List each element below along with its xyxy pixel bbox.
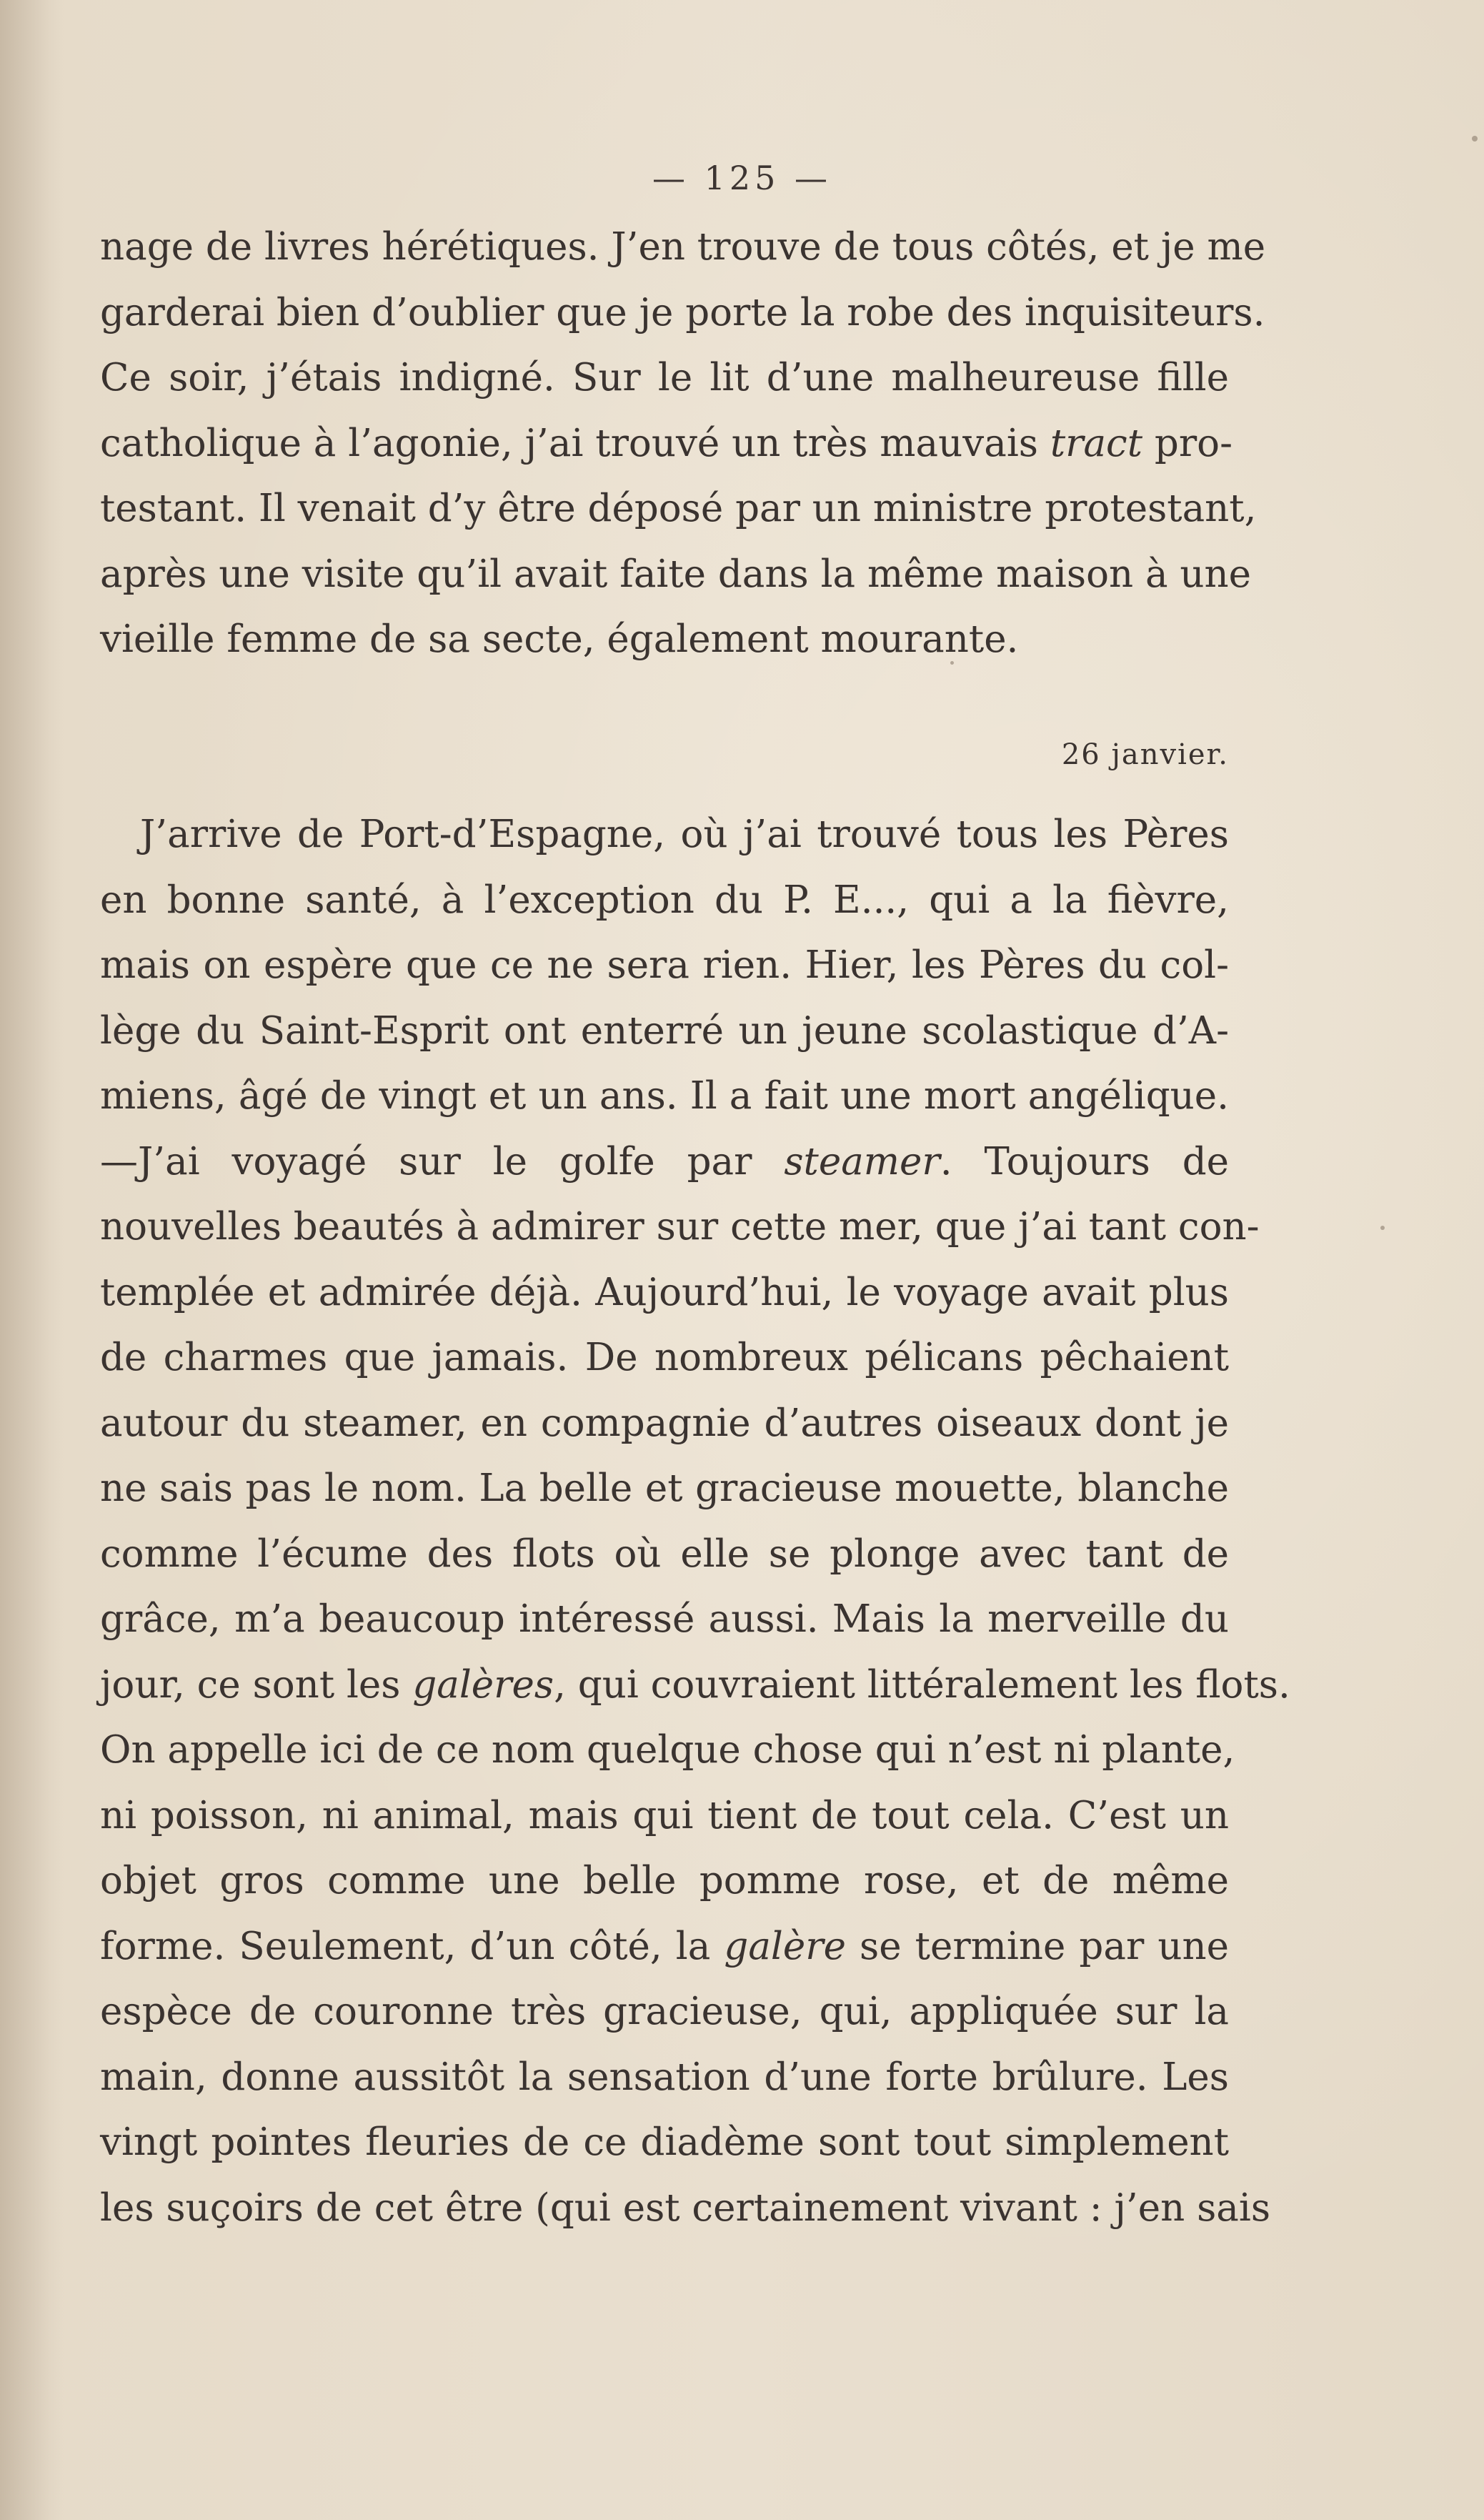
- spine-shadow: [0, 0, 64, 2520]
- text-segment: forme. Seulement, d’un côté, la: [100, 1924, 724, 1968]
- page-number: — 125 —: [652, 159, 832, 197]
- text-line: de charmes que jamais. De nombreux pélicans pêchaient: [100, 1336, 1229, 1379]
- text-line: [100, 1129, 1229, 1195]
- paragraph-2: [100, 802, 1290, 2241]
- text-line: [100, 411, 1232, 477]
- text-line: autour du steamer, en compagnie d’autres oiseaux dont je: [100, 1401, 1229, 1445]
- text-line: ne sais pas le nom. La belle et gracieuse mouette, blanche: [100, 1467, 1229, 1510]
- text-line: [100, 1914, 1229, 1980]
- text-line: après une visite qu’il avait faite dans la même maison à une: [100, 552, 1252, 596]
- text-line: nage de livres hérétiques. J’en trouve de tous côtés, et je me: [100, 225, 1266, 269]
- paper-speck: [1380, 1226, 1385, 1230]
- body-text: [100, 214, 1290, 2241]
- text-segment: se termine par une: [845, 1924, 1229, 1968]
- text-segment: —J’ai voyagé sur le golfe par: [100, 1139, 785, 1184]
- text-line: templée et admirée déjà. Aujourd’hui, le voyage avait plus: [100, 1270, 1229, 1314]
- paper-speck: [950, 661, 954, 665]
- dateline: 26 janvier.: [1061, 738, 1229, 771]
- text-line: en bonne santé, à l’exception du P. E..., qui a la fièvre,: [100, 878, 1229, 922]
- text-segment: jour, ce sont les: [100, 1662, 413, 1707]
- text-line: les suçoirs de cet être (qui est certainement vivant : j’en sais: [100, 2186, 1271, 2230]
- italic-word: galères: [412, 1662, 554, 1707]
- text-line: espèce de couronne très gracieuse, qui, appliquée sur la: [100, 1990, 1229, 2033]
- italic-word: tract: [1050, 421, 1143, 465]
- text-line: vingt pointes fleuries de ce diadème sont tout simplement: [100, 2120, 1229, 2164]
- paragraph-1: [100, 214, 1266, 673]
- text-line: On appelle ici de ce nom quelque chose qui n’est ni plante,: [100, 1728, 1235, 1772]
- text-segment: catholique à l’agonie, j’ai trouvé un très mauvais: [100, 421, 1050, 465]
- text-line: [100, 1652, 1290, 1718]
- text-line: mais on espère que ce ne sera rien. Hier, les Pères du col-: [100, 943, 1229, 987]
- paper-speck: [1472, 136, 1478, 142]
- italic-word: galère: [724, 1924, 846, 1968]
- text-line: nouvelles beautés à admirer sur cette mer, que j’ai tant con-: [100, 1205, 1260, 1249]
- text-segment: , qui couvraient littéralement les flots.: [554, 1662, 1290, 1707]
- text-line: comme l’écume des flots où elle se plonge avec tant de: [100, 1532, 1229, 1576]
- italic-word: steamer: [784, 1139, 940, 1184]
- text-line: objet gros comme une belle pomme rose, et de même: [100, 1859, 1229, 1903]
- text-line: vieille femme de sa secte, également mourante.: [100, 617, 1019, 661]
- text-line: main, donne aussitôt la sensation d’une forte brûlure. Les: [100, 2055, 1229, 2099]
- text-line: lège du Saint-Esprit ont enterré un jeune scolastique d’A-: [100, 1008, 1229, 1053]
- text-line: miens, âgé de vingt et un ans. Il a fait une mort angélique.: [100, 1074, 1229, 1118]
- text-line: garderai bien d’oublier que je porte la robe des inquisiteurs.: [100, 290, 1265, 334]
- text-line: J’arrive de Port-d’Espagne, où j’ai trouvé tous les Pères: [140, 813, 1229, 856]
- text-line: grâce, m’a beaucoup intéressé aussi. Mais la merveille du: [100, 1597, 1229, 1641]
- text-line: Ce soir, j’étais indigné. Sur le lit d’une malheureuse fille: [100, 356, 1229, 400]
- text-segment: pro-: [1142, 421, 1232, 465]
- text-line: testant. Il venait d’y être déposé par un ministre protestant,: [100, 487, 1257, 530]
- text-segment: . Toujours de: [940, 1139, 1229, 1184]
- text-line: ni poisson, ni animal, mais qui tient de tout cela. C’est un: [100, 1793, 1229, 1837]
